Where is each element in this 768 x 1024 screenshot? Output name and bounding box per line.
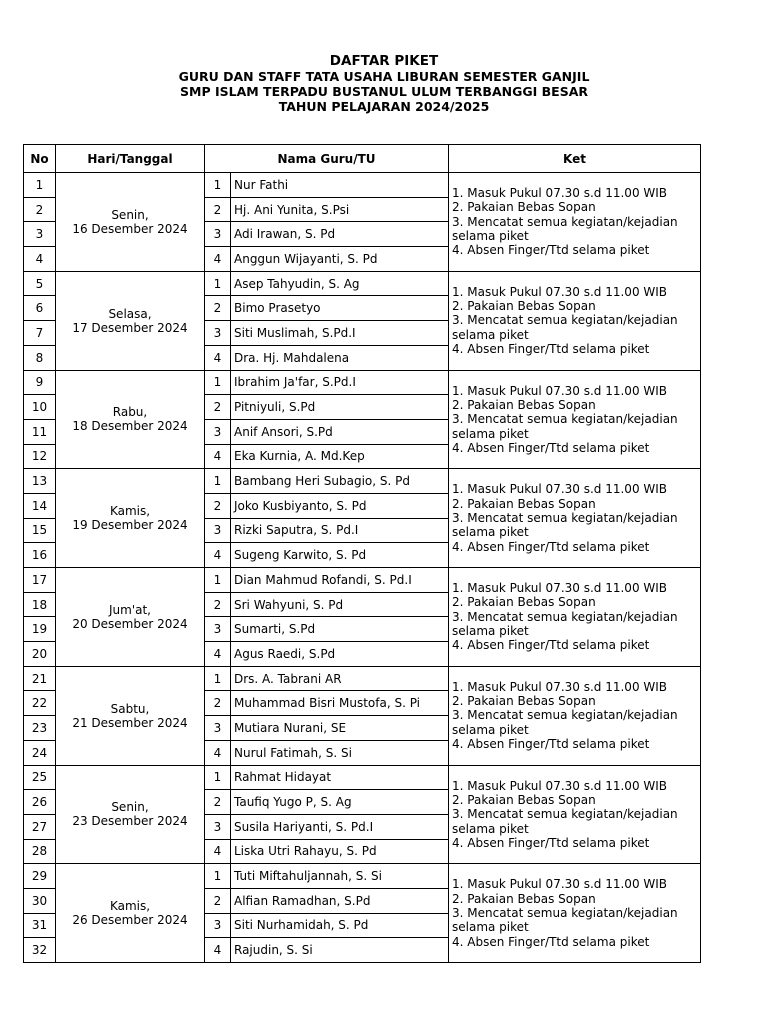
staff-index: 1 <box>205 271 231 296</box>
staff-index: 3 <box>205 814 231 839</box>
academic-year: TAHUN PELAJARAN 2024/2025 <box>278 99 490 114</box>
row-number: 4 <box>24 247 56 272</box>
row-number: 11 <box>24 419 56 444</box>
day-date-cell <box>56 469 205 568</box>
staff-name: Mutiara Nurani, SE <box>231 716 449 741</box>
ket-line: 4. Absen Finger/Ttd selama piket <box>452 440 650 455</box>
table-header-row <box>24 145 701 173</box>
ket-line: 4. Absen Finger/Ttd selama piket <box>452 539 650 554</box>
row-number: 14 <box>24 493 56 518</box>
ket-line: 1. Masuk Pukul 07.30 s.d 11.00 WIB <box>452 186 668 201</box>
staff-index: 4 <box>205 642 231 667</box>
ket-line: 1. Masuk Pukul 07.30 s.d 11.00 WIB <box>452 383 668 398</box>
row-number: 24 <box>24 740 56 765</box>
date-text: 19 Desember 2024 <box>72 518 188 533</box>
staff-name: Hj. Ani Yunita, S.Psi <box>231 197 449 222</box>
staff-index: 3 <box>205 419 231 444</box>
staff-index: 1 <box>205 666 231 691</box>
table-row <box>24 370 701 395</box>
staff-index: 4 <box>205 345 231 370</box>
staff-index: 2 <box>205 493 231 518</box>
staff-index: 4 <box>205 938 231 963</box>
ket-line: selama piket <box>452 525 529 540</box>
ket-line: selama piket <box>452 920 529 935</box>
ket-line: 3. Mencatat semua kegiatan/kejadian <box>452 412 678 427</box>
staff-index: 4 <box>205 444 231 469</box>
ket-line: selama piket <box>452 624 529 639</box>
row-number: 22 <box>24 691 56 716</box>
date-text: 23 Desember 2024 <box>72 814 188 829</box>
ket-line: selama piket <box>452 426 529 441</box>
table-row <box>24 765 701 790</box>
staff-index: 3 <box>205 913 231 938</box>
row-number: 30 <box>24 888 56 913</box>
ket-notes-cell <box>449 370 701 469</box>
staff-index: 4 <box>205 543 231 568</box>
date-text: 17 Desember 2024 <box>72 320 188 335</box>
table-row <box>24 864 701 889</box>
row-number: 27 <box>24 814 56 839</box>
ket-notes-cell <box>449 864 701 963</box>
ket-line: 4. Absen Finger/Ttd selama piket <box>452 243 650 258</box>
row-number: 10 <box>24 395 56 420</box>
row-number: 16 <box>24 543 56 568</box>
staff-name: Bimo Prasetyo <box>231 296 449 321</box>
day-date-cell <box>56 370 205 469</box>
ket-line: 3. Mencatat semua kegiatan/kejadian <box>452 708 678 723</box>
staff-name: Anif Ansori, S.Pd <box>231 419 449 444</box>
staff-name: Agus Raedi, S.Pd <box>231 642 449 667</box>
staff-index: 2 <box>205 790 231 815</box>
ket-notes-cell <box>449 469 701 568</box>
staff-name: Joko Kusbiyanto, S. Pd <box>231 493 449 518</box>
row-number: 1 <box>24 173 56 198</box>
document-title: DAFTAR PIKET <box>329 53 439 69</box>
ket-line: selama piket <box>452 821 529 836</box>
ket-notes-cell <box>449 765 701 864</box>
staff-index: 2 <box>205 592 231 617</box>
staff-index: 1 <box>205 173 231 198</box>
row-number: 25 <box>24 765 56 790</box>
ket-line: 2. Pakaian Bebas Sopan <box>452 595 596 610</box>
row-number: 26 <box>24 790 56 815</box>
column-header-name: Nama Guru/TU <box>205 145 449 173</box>
staff-name: Rahmat Hidayat <box>231 765 449 790</box>
row-number: 29 <box>24 864 56 889</box>
staff-name: Adi Irawan, S. Pd <box>231 222 449 247</box>
staff-index: 2 <box>205 296 231 321</box>
staff-index: 2 <box>205 197 231 222</box>
ket-line: 3. Mencatat semua kegiatan/kejadian <box>452 807 678 822</box>
ket-line: 3. Mencatat semua kegiatan/kejadian <box>452 609 678 624</box>
day-date-cell <box>56 271 205 370</box>
staff-index: 1 <box>205 568 231 593</box>
staff-index: 2 <box>205 691 231 716</box>
row-number: 9 <box>24 370 56 395</box>
ket-line: 1. Masuk Pukul 07.30 s.d 11.00 WIB <box>452 581 668 596</box>
ket-line: 1. Masuk Pukul 07.30 s.d 11.00 WIB <box>452 877 668 892</box>
row-number: 32 <box>24 938 56 963</box>
row-number: 15 <box>24 518 56 543</box>
staff-name: Susila Hariyanti, S. Pd.I <box>231 814 449 839</box>
row-number: 20 <box>24 642 56 667</box>
school-name: SMP ISLAM TERPADU BUSTANUL ULUM TERBANGGI BESAR <box>180 84 588 99</box>
day-name: Senin, <box>111 207 149 222</box>
ket-notes-cell <box>449 173 701 272</box>
column-header-no: No <box>24 145 56 173</box>
staff-name: Bambang Heri Subagio, S. Pd <box>231 469 449 494</box>
date-text: 18 Desember 2024 <box>72 419 188 434</box>
row-number: 5 <box>24 271 56 296</box>
ket-notes-cell <box>449 666 701 765</box>
row-number: 17 <box>24 568 56 593</box>
ket-line: 4. Absen Finger/Ttd selama piket <box>452 737 650 752</box>
staff-index: 4 <box>205 839 231 864</box>
staff-index: 3 <box>205 321 231 346</box>
staff-name: Ibrahim Ja'far, S.Pd.I <box>231 370 449 395</box>
row-number: 6 <box>24 296 56 321</box>
staff-index: 4 <box>205 740 231 765</box>
column-header-ket: Ket <box>449 145 701 173</box>
staff-index: 1 <box>205 864 231 889</box>
date-text: 16 Desember 2024 <box>72 221 188 236</box>
column-header-day: Hari/Tanggal <box>56 145 205 173</box>
ket-line: selama piket <box>452 229 529 244</box>
staff-name: Liska Utri Rahayu, S. Pd <box>231 839 449 864</box>
row-number: 31 <box>24 913 56 938</box>
staff-index: 3 <box>205 617 231 642</box>
ket-line: 3. Mencatat semua kegiatan/kejadian <box>452 510 678 525</box>
row-number: 21 <box>24 666 56 691</box>
ket-line: 4. Absen Finger/Ttd selama piket <box>452 934 650 949</box>
staff-name: Asep Tahyudin, S. Ag <box>231 271 449 296</box>
ket-line: 1. Masuk Pukul 07.30 s.d 11.00 WIB <box>452 482 668 497</box>
document-header <box>0 54 768 114</box>
ket-line: 2. Pakaian Bebas Sopan <box>452 200 596 215</box>
table-row <box>24 173 701 198</box>
staff-name: Alfian Ramadhan, S.Pd <box>231 888 449 913</box>
staff-name: Eka Kurnia, A. Md.Kep <box>231 444 449 469</box>
staff-index: 1 <box>205 469 231 494</box>
staff-name: Sri Wahyuni, S. Pd <box>231 592 449 617</box>
ket-line: 1. Masuk Pukul 07.30 s.d 11.00 WIB <box>452 778 668 793</box>
row-number: 3 <box>24 222 56 247</box>
row-number: 18 <box>24 592 56 617</box>
staff-name: Siti Nurhamidah, S. Pd <box>231 913 449 938</box>
table-row <box>24 271 701 296</box>
ket-line: 3. Mencatat semua kegiatan/kejadian <box>452 905 678 920</box>
day-name: Rabu, <box>112 405 148 420</box>
staff-name: Rajudin, S. Si <box>231 938 449 963</box>
row-number: 23 <box>24 716 56 741</box>
table-row <box>24 666 701 691</box>
row-number: 2 <box>24 197 56 222</box>
ket-line: 1. Masuk Pukul 07.30 s.d 11.00 WIB <box>452 284 668 299</box>
staff-index: 3 <box>205 518 231 543</box>
ket-notes-cell <box>449 568 701 667</box>
staff-name: Pitniyuli, S.Pd <box>231 395 449 420</box>
ket-line: 2. Pakaian Bebas Sopan <box>452 891 596 906</box>
ket-line: 2. Pakaian Bebas Sopan <box>452 792 596 807</box>
day-name: Jum'at, <box>108 602 151 617</box>
staff-name: Nur Fathi <box>231 173 449 198</box>
staff-name: Dian Mahmud Rofandi, S. Pd.I <box>231 568 449 593</box>
row-number: 19 <box>24 617 56 642</box>
staff-name: Rizki Saputra, S. Pd.I <box>231 518 449 543</box>
staff-index: 1 <box>205 765 231 790</box>
date-text: 26 Desember 2024 <box>72 913 188 928</box>
row-number: 28 <box>24 839 56 864</box>
ket-notes-cell <box>449 271 701 370</box>
staff-index: 4 <box>205 247 231 272</box>
staff-name: Nurul Fatimah, S. Si <box>231 740 449 765</box>
row-number: 8 <box>24 345 56 370</box>
staff-name: Tuti Miftahuljannah, S. Si <box>231 864 449 889</box>
ket-line: 1. Masuk Pukul 07.30 s.d 11.00 WIB <box>452 679 668 694</box>
day-date-cell <box>56 765 205 864</box>
staff-name: Siti Muslimah, S.Pd.I <box>231 321 449 346</box>
staff-name: Drs. A. Tabrani AR <box>231 666 449 691</box>
day-name: Kamis, <box>109 504 151 519</box>
staff-name: Muhammad Bisri Mustofa, S. Pi <box>231 691 449 716</box>
day-name: Senin, <box>111 800 149 815</box>
day-date-cell <box>56 864 205 963</box>
day-date-cell <box>56 568 205 667</box>
row-number: 12 <box>24 444 56 469</box>
date-text: 21 Desember 2024 <box>72 715 188 730</box>
document-subtitle: GURU DAN STAFF TATA USAHA LIBURAN SEMESTER GANJIL <box>178 69 590 84</box>
day-date-cell <box>56 666 205 765</box>
ket-line: 4. Absen Finger/Ttd selama piket <box>452 835 650 850</box>
ket-line: 4. Absen Finger/Ttd selama piket <box>452 342 650 357</box>
table-row <box>24 568 701 593</box>
ket-line: 3. Mencatat semua kegiatan/kejadian <box>452 313 678 328</box>
staff-name: Taufiq Yugo P, S. Ag <box>231 790 449 815</box>
row-number: 13 <box>24 469 56 494</box>
staff-index: 2 <box>205 395 231 420</box>
staff-name: Sugeng Karwito, S. Pd <box>231 543 449 568</box>
ket-line: 2. Pakaian Bebas Sopan <box>452 299 596 314</box>
day-name: Kamis, <box>109 899 151 914</box>
ket-line: 2. Pakaian Bebas Sopan <box>452 694 596 709</box>
date-text: 20 Desember 2024 <box>72 616 188 631</box>
table-body <box>24 173 701 963</box>
staff-name: Dra. Hj. Mahdalena <box>231 345 449 370</box>
day-name: Sabtu, <box>110 701 150 716</box>
day-name: Selasa, <box>108 306 152 321</box>
staff-name: Anggun Wijayanti, S. Pd <box>231 247 449 272</box>
staff-index: 2 <box>205 888 231 913</box>
day-date-cell <box>56 173 205 272</box>
ket-line: 2. Pakaian Bebas Sopan <box>452 496 596 511</box>
ket-line: 2. Pakaian Bebas Sopan <box>452 397 596 412</box>
ket-line: selama piket <box>452 722 529 737</box>
staff-index: 3 <box>205 716 231 741</box>
row-number: 7 <box>24 321 56 346</box>
ket-line: 4. Absen Finger/Ttd selama piket <box>452 638 650 653</box>
table-row <box>24 469 701 494</box>
ket-line: 3. Mencatat semua kegiatan/kejadian <box>452 214 678 229</box>
staff-index: 3 <box>205 222 231 247</box>
duty-roster-table <box>23 144 701 963</box>
staff-index: 1 <box>205 370 231 395</box>
ket-line: selama piket <box>452 327 529 342</box>
staff-name: Sumarti, S.Pd <box>231 617 449 642</box>
